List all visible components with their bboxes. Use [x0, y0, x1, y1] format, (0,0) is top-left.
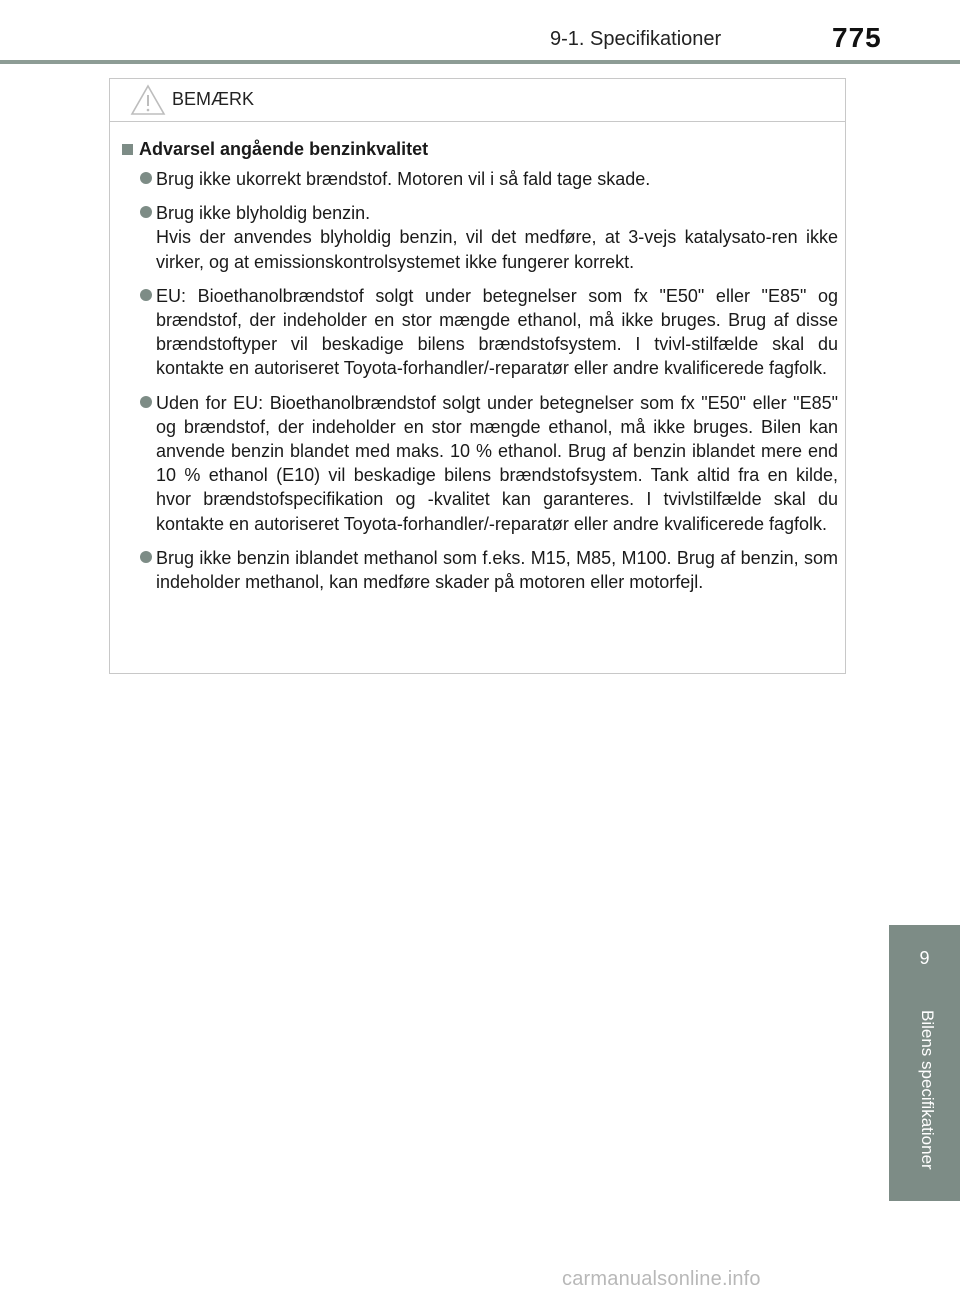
chapter-number: 9 [919, 948, 930, 968]
list-item [120, 546, 838, 594]
list-item-text: Brug ikke benzin iblandet methanol som f.eks. M15, M85, M100. Brug af benzin, som indeholder methanol, kan medføre skader på motoren eller motorfejl. [156, 547, 838, 593]
notice-box [109, 78, 846, 674]
watermark: carmanualsonline.info [562, 1268, 761, 1290]
list-item [120, 284, 838, 381]
section-header: 9-1. Specifikationer [550, 28, 722, 50]
round-bullet-icon [140, 289, 152, 301]
notice-header [110, 79, 845, 122]
chapter-name: Bilens specifikationer [918, 1010, 937, 1170]
warning-triangle-icon [130, 84, 166, 121]
round-bullet-icon [140, 396, 152, 408]
section-title-text: Advarsel angående benzinkvalitet [139, 139, 429, 159]
notice-label: BEMÆRK [172, 89, 255, 109]
section-title [122, 139, 428, 160]
round-bullet-icon [140, 551, 152, 563]
list-item [120, 167, 838, 191]
list-item-text: Brug ikke ukorrekt brændstof. Motoren vil i så fald tage skade. [156, 169, 651, 189]
round-bullet-icon [140, 206, 152, 218]
header-rule [0, 60, 960, 64]
list-item [120, 201, 838, 274]
list-item-text: Brug ikke blyholdig benzin. Hvis der anvendes blyholdig benzin, vil det medføre, at 3-vejs katalysato-ren ikke virker, og at emissionskontrolsystemet ikke fungerer korrekt. [156, 203, 838, 272]
round-bullet-icon [140, 172, 152, 184]
list-item [120, 391, 838, 536]
bullet-list [120, 167, 838, 604]
list-item-text: EU: Bioethanolbrændstof solgt under betegnelser som fx "E50" eller "E85" og brændstof, der indeholder en stor mængde ethanol, må ikke bruges. Brug af disse brændstoftyper vil beskadige bilens brændstofsystem. I tvivl-stilfælde skal du kontakte en autoriseret Toyota-forhandler/-reparatør eller andre kvalificerede fagfolk. [156, 285, 838, 379]
page-number: 775 [832, 22, 882, 53]
square-bullet-icon [122, 144, 133, 155]
list-item-text: Uden for EU: Bioethanolbrændstof solgt under betegnelser som fx "E50" eller "E85" og brændstof, der indeholder en stor mængde ethanol, må ikke bruges. Bilen kan anvende benzin blandet med maks. 10 % ethanol. Brug af benzin iblandet mere end 10 % ethanol (E10) vil beskadige bilens brændstofsystem. Tank altid fra en kilde, hvor brændstofspecifikation og -kvalitet kan garanteres. I tvivlstilfælde skal du kontakte en autoriseret Toyota-forhandler/-reparatør eller andre kvalificerede fagfolk. [156, 392, 838, 534]
